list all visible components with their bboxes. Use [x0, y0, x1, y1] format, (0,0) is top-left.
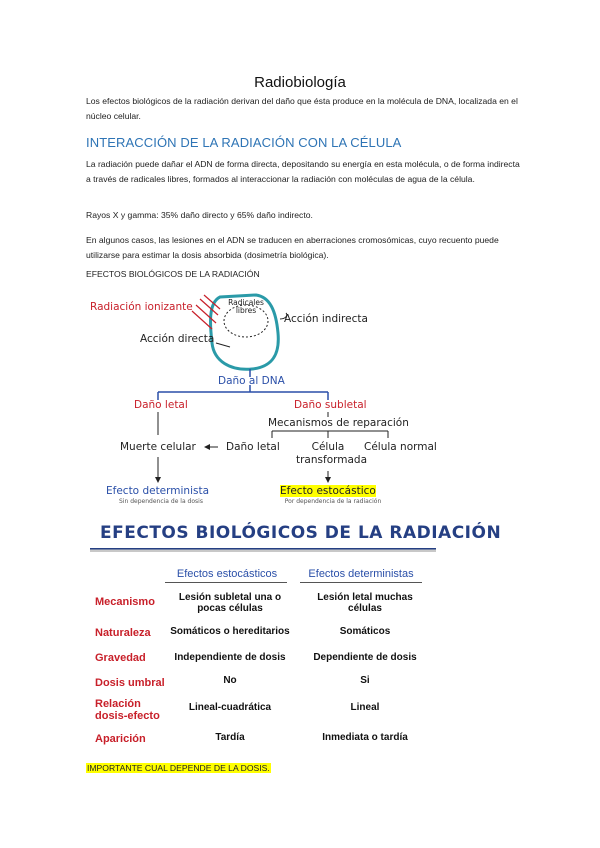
column-rule-estocasticos [165, 582, 287, 583]
figure-caption: EFECTOS BIOLÓGICOS DE LA RADIACIÓN [86, 269, 260, 279]
paragraph-xray-gamma: Rayos X y gamma: 35% daño directo y 65% daño indirecto. [86, 210, 313, 220]
label-efecto-determinista: Efecto determinista [106, 485, 210, 497]
column-header-deterministas: Efectos deterministas [308, 568, 414, 580]
label-efecto-estocastico: Efecto estocástico [280, 485, 376, 497]
column-rule-deterministas [300, 582, 422, 583]
cell-mecanismo-estocastico: Lesión subletal una o pocas células [178, 592, 282, 614]
cell-umbral-estocastico: No [223, 675, 237, 686]
column-header-estocasticos: Efectos estocásticos [176, 568, 278, 580]
paragraph-chromosome: En algunos casos, las lesiones en el ADN se traducen en aberraciones cromosómicas, cuyo recuento puede utilizarse para estimar la dosis absorbida (dosimetría biológica). [86, 235, 499, 260]
label-celula-normal: Célula normal [364, 441, 437, 453]
label-efecto-estocastico-sub: Por dependencia de la radiación [284, 498, 382, 505]
cell-aparicion-estocastico: Tardía [215, 732, 245, 743]
important-note: IMPORTANTE CUAL DEPENDE DE LA DOSIS. [87, 763, 270, 773]
label-dano-subletal: Daño subletal [294, 399, 367, 411]
label-radicales-libres: Radicales libres [228, 298, 264, 315]
cell-gravedad-determinista: Dependiente de dosis [313, 652, 417, 663]
cell-naturaleza-estocastico: Somáticos o hereditarios [170, 626, 290, 637]
radiation-effects-diagram [80, 285, 437, 513]
table-title: EFECTOS BIOLÓGICOS DE LA RADIACIÓN [100, 523, 502, 543]
row-label-gravedad: Gravedad [95, 652, 146, 664]
label-accion-directa: Acción directa [140, 333, 215, 345]
label-dano-dna: Daño al DNA [218, 375, 285, 387]
label-accion-indirecta: Acción indirecta [284, 313, 368, 325]
label-efecto-determinista-sub: Sin dependencia de la dosis [119, 498, 203, 505]
intro-paragraph: Los efectos biológicos de la radiación derivan del daño que ésta produce en la molécula de DNA, localizada en el núcleo celular. [86, 96, 518, 121]
cell-relacion-estocastico: Lineal-cuadrática [188, 702, 272, 713]
row-label-dosis-umbral: Dosis umbral [95, 677, 165, 689]
label-muerte-celular: Muerte celular [120, 441, 196, 453]
label-mecanismos-reparacion: Mecanismos de reparación [268, 417, 409, 429]
cell-aparicion-determinista: Inmediata o tardía [322, 732, 408, 743]
row-label-mecanismo: Mecanismo [95, 596, 155, 608]
label-dano-letal: Daño letal [134, 399, 188, 411]
section-heading: INTERACCIÓN DE LA RADIACIÓN CON LA CÉLULA [86, 135, 402, 150]
cell-umbral-determinista: Si [360, 675, 370, 686]
paragraph-direct-indirect: La radiación puede dañar el ADN de forma directa, depositando su energía en esta molécula, o de forma indirecta a través de radicales libres, formados al interaccionar la radiación con moléculas de agua de la célula. [86, 159, 520, 184]
label-dano-letal-secondary: Daño letal [226, 441, 280, 453]
page-title: Radiobiología [254, 74, 346, 91]
cell-gravedad-estocastico: Independiente de dosis [174, 652, 286, 663]
row-label-relacion-dosis-efecto: Relación dosis-efecto [95, 698, 160, 722]
cell-relacion-determinista: Lineal [350, 702, 380, 713]
cell-mecanismo-determinista: Lesión letal muchas células [317, 592, 413, 614]
label-celula-transformada: Célula transformada [296, 441, 368, 466]
table-title-underline [90, 548, 436, 552]
row-label-naturaleza: Naturaleza [95, 627, 151, 639]
row-label-aparicion: Aparición [95, 733, 146, 745]
cell-naturaleza-determinista: Somáticos [339, 626, 391, 637]
label-radiacion-ionizante: Radiación ionizante [90, 301, 193, 313]
